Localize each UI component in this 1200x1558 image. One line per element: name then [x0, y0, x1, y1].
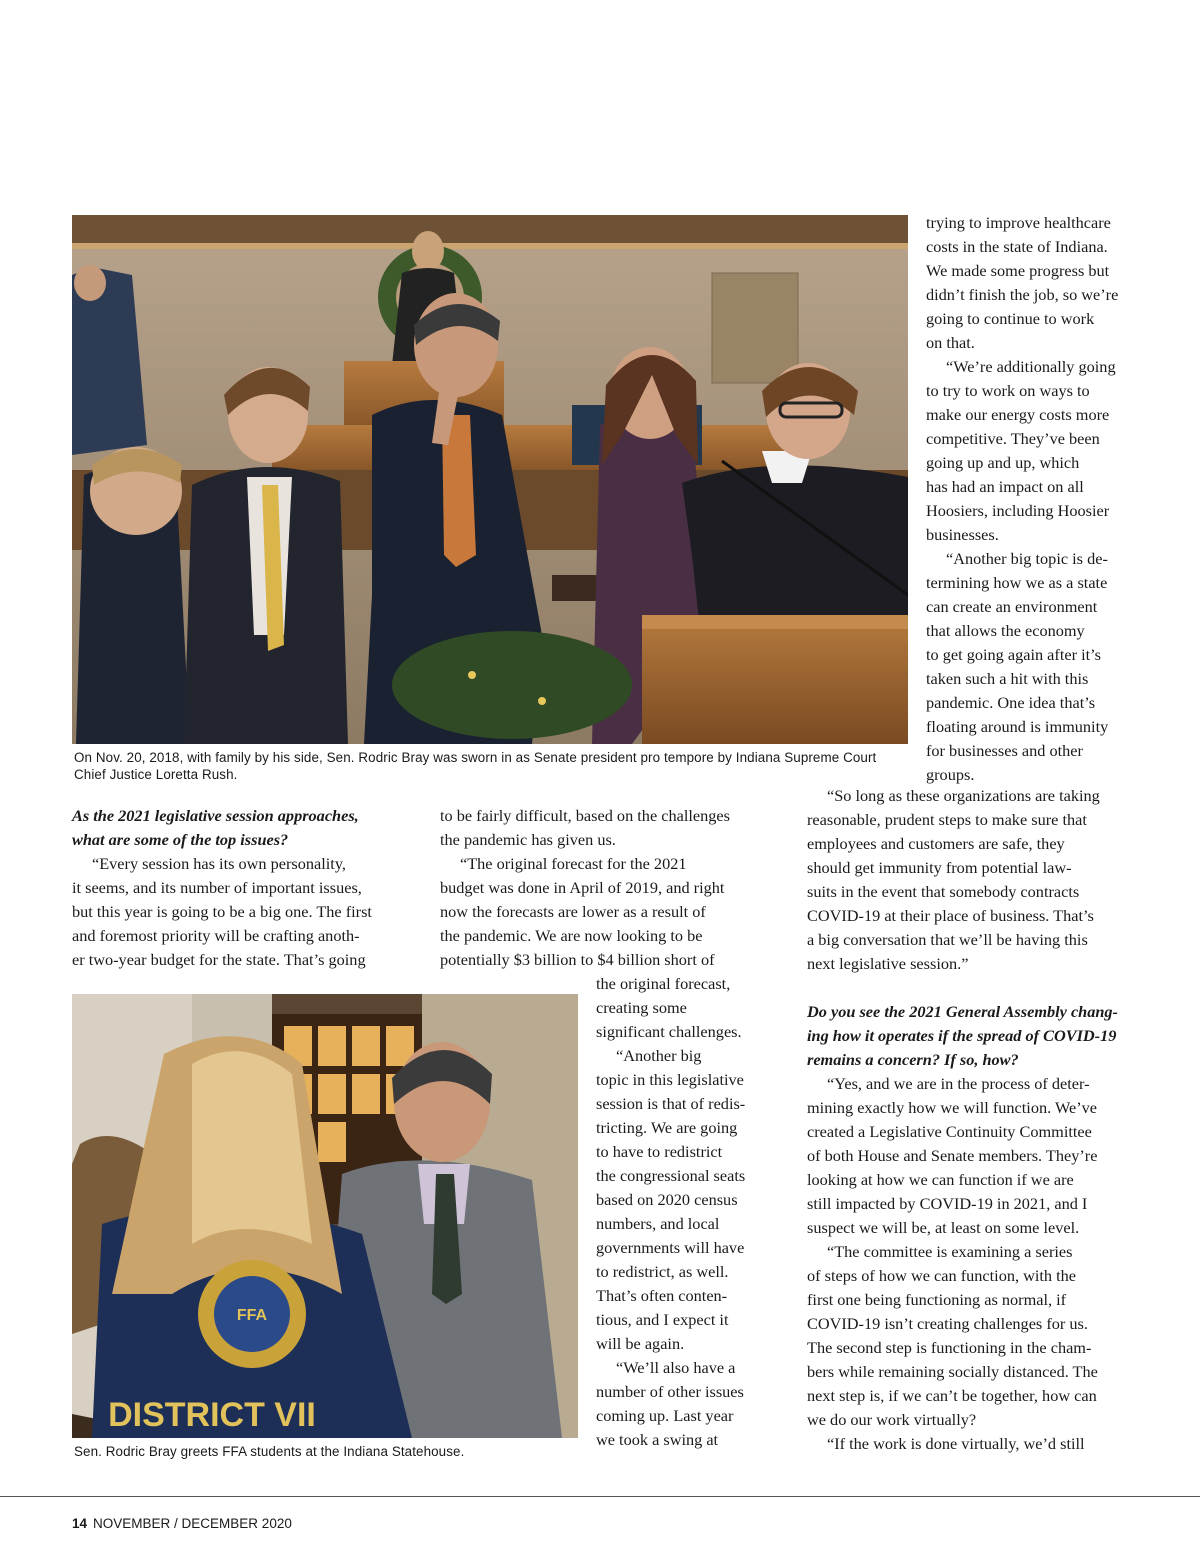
- text-line: We made some progress but: [926, 261, 1110, 280]
- text-line: pandemic. One idea that’s: [926, 693, 1096, 712]
- text-line: floating around is immunity: [926, 717, 1109, 736]
- text-line: governments will have: [596, 1238, 745, 1257]
- text-line: potentially $3 billion to $4 billion short of: [440, 950, 715, 969]
- page-folio: [72, 1516, 292, 1531]
- right-column-top: [926, 211, 1146, 787]
- text-line: session is that of redis-: [596, 1094, 746, 1113]
- text-line: going up and up, which: [926, 453, 1080, 472]
- column-1: [72, 804, 412, 972]
- text-line: tricting. We are going: [596, 1118, 738, 1137]
- text-line: budget was done in April of 2019, and right: [440, 878, 725, 897]
- text-line: number of other issues: [596, 1382, 744, 1401]
- column-2-narrow: [596, 972, 776, 1452]
- column-3: [807, 784, 1137, 1456]
- text-line: bers while remaining socially distanced. The: [807, 1362, 1098, 1381]
- text-line: still impacted by COVID-19 in 2021, and I: [807, 1194, 1088, 1213]
- text-line: termining how we as a state: [926, 573, 1108, 592]
- text-line: “So long as these organizations are taking: [827, 786, 1100, 805]
- text-line: will be again.: [596, 1334, 685, 1353]
- interview-question: Do you see the 2021 General Assembly chang-: [807, 1002, 1118, 1021]
- page-number: 14: [72, 1516, 88, 1531]
- text-line: taken such a hit with this: [926, 669, 1089, 688]
- text-line: COVID-19 isn’t creating challenges for us.: [807, 1314, 1088, 1333]
- text-line: of steps of how we can function, with the: [807, 1266, 1077, 1285]
- swearing-in-caption: [74, 749, 914, 783]
- text-line: “We’re additionally going: [946, 357, 1116, 376]
- text-line: significant challenges.: [596, 1022, 742, 1041]
- text-line: looking at how we can function if we are: [807, 1170, 1074, 1189]
- text-line: it seems, and its number of important issues,: [72, 878, 362, 897]
- swearing-in-photo: [72, 215, 908, 744]
- text-line: we do our work virtually?: [807, 1410, 977, 1429]
- text-line: created a Legislative Continuity Committee: [807, 1122, 1092, 1141]
- text-line: first one being functioning as normal, if: [807, 1290, 1067, 1309]
- text-line: going to continue to work: [926, 309, 1095, 328]
- text-line: to be fairly difficult, based on the challenges: [440, 806, 730, 825]
- interview-question: remains a concern? If so, how?: [807, 1050, 1019, 1069]
- text-line: the congressional seats: [596, 1166, 746, 1185]
- text-line: the pandemic. We are now looking to be: [440, 926, 703, 945]
- caption-line: Chief Justice Loretta Rush.: [74, 767, 238, 782]
- text-line: can create an environment: [926, 597, 1098, 616]
- text-line: creating some: [596, 998, 687, 1017]
- ffa-photo: [72, 994, 578, 1438]
- text-line: should get immunity from potential law-: [807, 858, 1072, 877]
- text-line: competitive. They’ve been: [926, 429, 1100, 448]
- text-line: “Every session has its own personality,: [92, 854, 346, 873]
- text-line: next step is, if we can’t be together, how can: [807, 1386, 1097, 1405]
- text-line: COVID-19 at their place of business. That’s: [807, 906, 1094, 925]
- caption-line: On Nov. 20, 2018, with family by his side, Sen. Rodric Bray was sworn in as Senate president pro tempore by Indiana Supreme Court: [74, 750, 877, 765]
- text-line: on that.: [926, 333, 975, 352]
- interview-question: As the 2021 legislative session approaches,: [72, 806, 359, 825]
- text-line: “Another big topic is de-: [946, 549, 1108, 568]
- text-line: that allows the economy: [926, 621, 1085, 640]
- text-line: trying to improve healthcare: [926, 213, 1111, 232]
- text-line: didn’t finish the job, so we’re: [926, 285, 1119, 304]
- text-line: “The committee is examining a series: [827, 1242, 1073, 1261]
- text-line: “The original forecast for the 2021: [460, 854, 687, 873]
- text-line: groups.: [926, 765, 975, 784]
- ffa-caption: Sen. Rodric Bray greets FFA students at the Indiana Statehouse.: [74, 1444, 465, 1459]
- text-line: but this year is going to be a big one. The first: [72, 902, 372, 921]
- text-line: mining exactly how we will function. We’ve: [807, 1098, 1098, 1117]
- interview-question: what are some of the top issues?: [72, 830, 289, 849]
- issue-date: NOVEMBER / DECEMBER 2020: [93, 1516, 292, 1531]
- text-line: coming up. Last year: [596, 1406, 734, 1425]
- text-line: a big conversation that we’ll be having this: [807, 930, 1088, 949]
- text-line: The second step is functioning in the cham-: [807, 1338, 1092, 1357]
- footer-rule: [0, 1496, 1200, 1497]
- text-line: the pandemic has given us.: [440, 830, 616, 849]
- paragraph-gap: [807, 976, 1137, 1000]
- text-line: next legislative session.”: [807, 954, 969, 973]
- text-line: “Another big: [616, 1046, 702, 1065]
- text-line: to get going again after it’s: [926, 645, 1101, 664]
- text-line: numbers, and local: [596, 1214, 720, 1233]
- text-line: topic in this legislative: [596, 1070, 744, 1089]
- text-line: costs in the state of Indiana.: [926, 237, 1108, 256]
- text-line: we took a swing at: [596, 1430, 719, 1449]
- text-line: to try to work on ways to: [926, 381, 1090, 400]
- text-line: That’s often conten-: [596, 1286, 728, 1305]
- text-line: make our energy costs more: [926, 405, 1110, 424]
- text-line: to have to redistrict: [596, 1142, 723, 1161]
- text-line: “If the work is done virtually, we’d still: [827, 1434, 1085, 1453]
- text-line: for businesses and other: [926, 741, 1083, 760]
- text-line: has had an impact on all: [926, 477, 1084, 496]
- text-line: the original forecast,: [596, 974, 731, 993]
- text-line: businesses.: [926, 525, 999, 544]
- text-line: reasonable, prudent steps to make sure that: [807, 810, 1087, 829]
- text-line: suspect we will be, at least on some level.: [807, 1218, 1080, 1237]
- text-line: of both House and Senate members. They’re: [807, 1146, 1098, 1165]
- jacket-text: DISTRICT VII: [108, 1396, 316, 1434]
- text-line: er two-year budget for the state. That’s going: [72, 950, 366, 969]
- text-line: based on 2020 census: [596, 1190, 738, 1209]
- text-line: employees and customers are safe, they: [807, 834, 1065, 853]
- ffa-emblem-text: FFA: [236, 1307, 268, 1324]
- text-line: “Yes, and we are in the process of deter-: [827, 1074, 1090, 1093]
- text-line: now the forecasts are lower as a result of: [440, 902, 706, 921]
- text-line: Hoosiers, including Hoosier: [926, 501, 1110, 520]
- text-line: “We’ll also have a: [616, 1358, 736, 1377]
- text-line: and foremost priority will be crafting anoth-: [72, 926, 360, 945]
- text-line: to redistrict, as well.: [596, 1262, 729, 1281]
- column-2: [440, 804, 780, 972]
- text-line: tious, and I expect it: [596, 1310, 729, 1329]
- interview-question: ing how it operates if the spread of COVID-19: [807, 1026, 1117, 1045]
- text-line: suits in the event that somebody contracts: [807, 882, 1080, 901]
